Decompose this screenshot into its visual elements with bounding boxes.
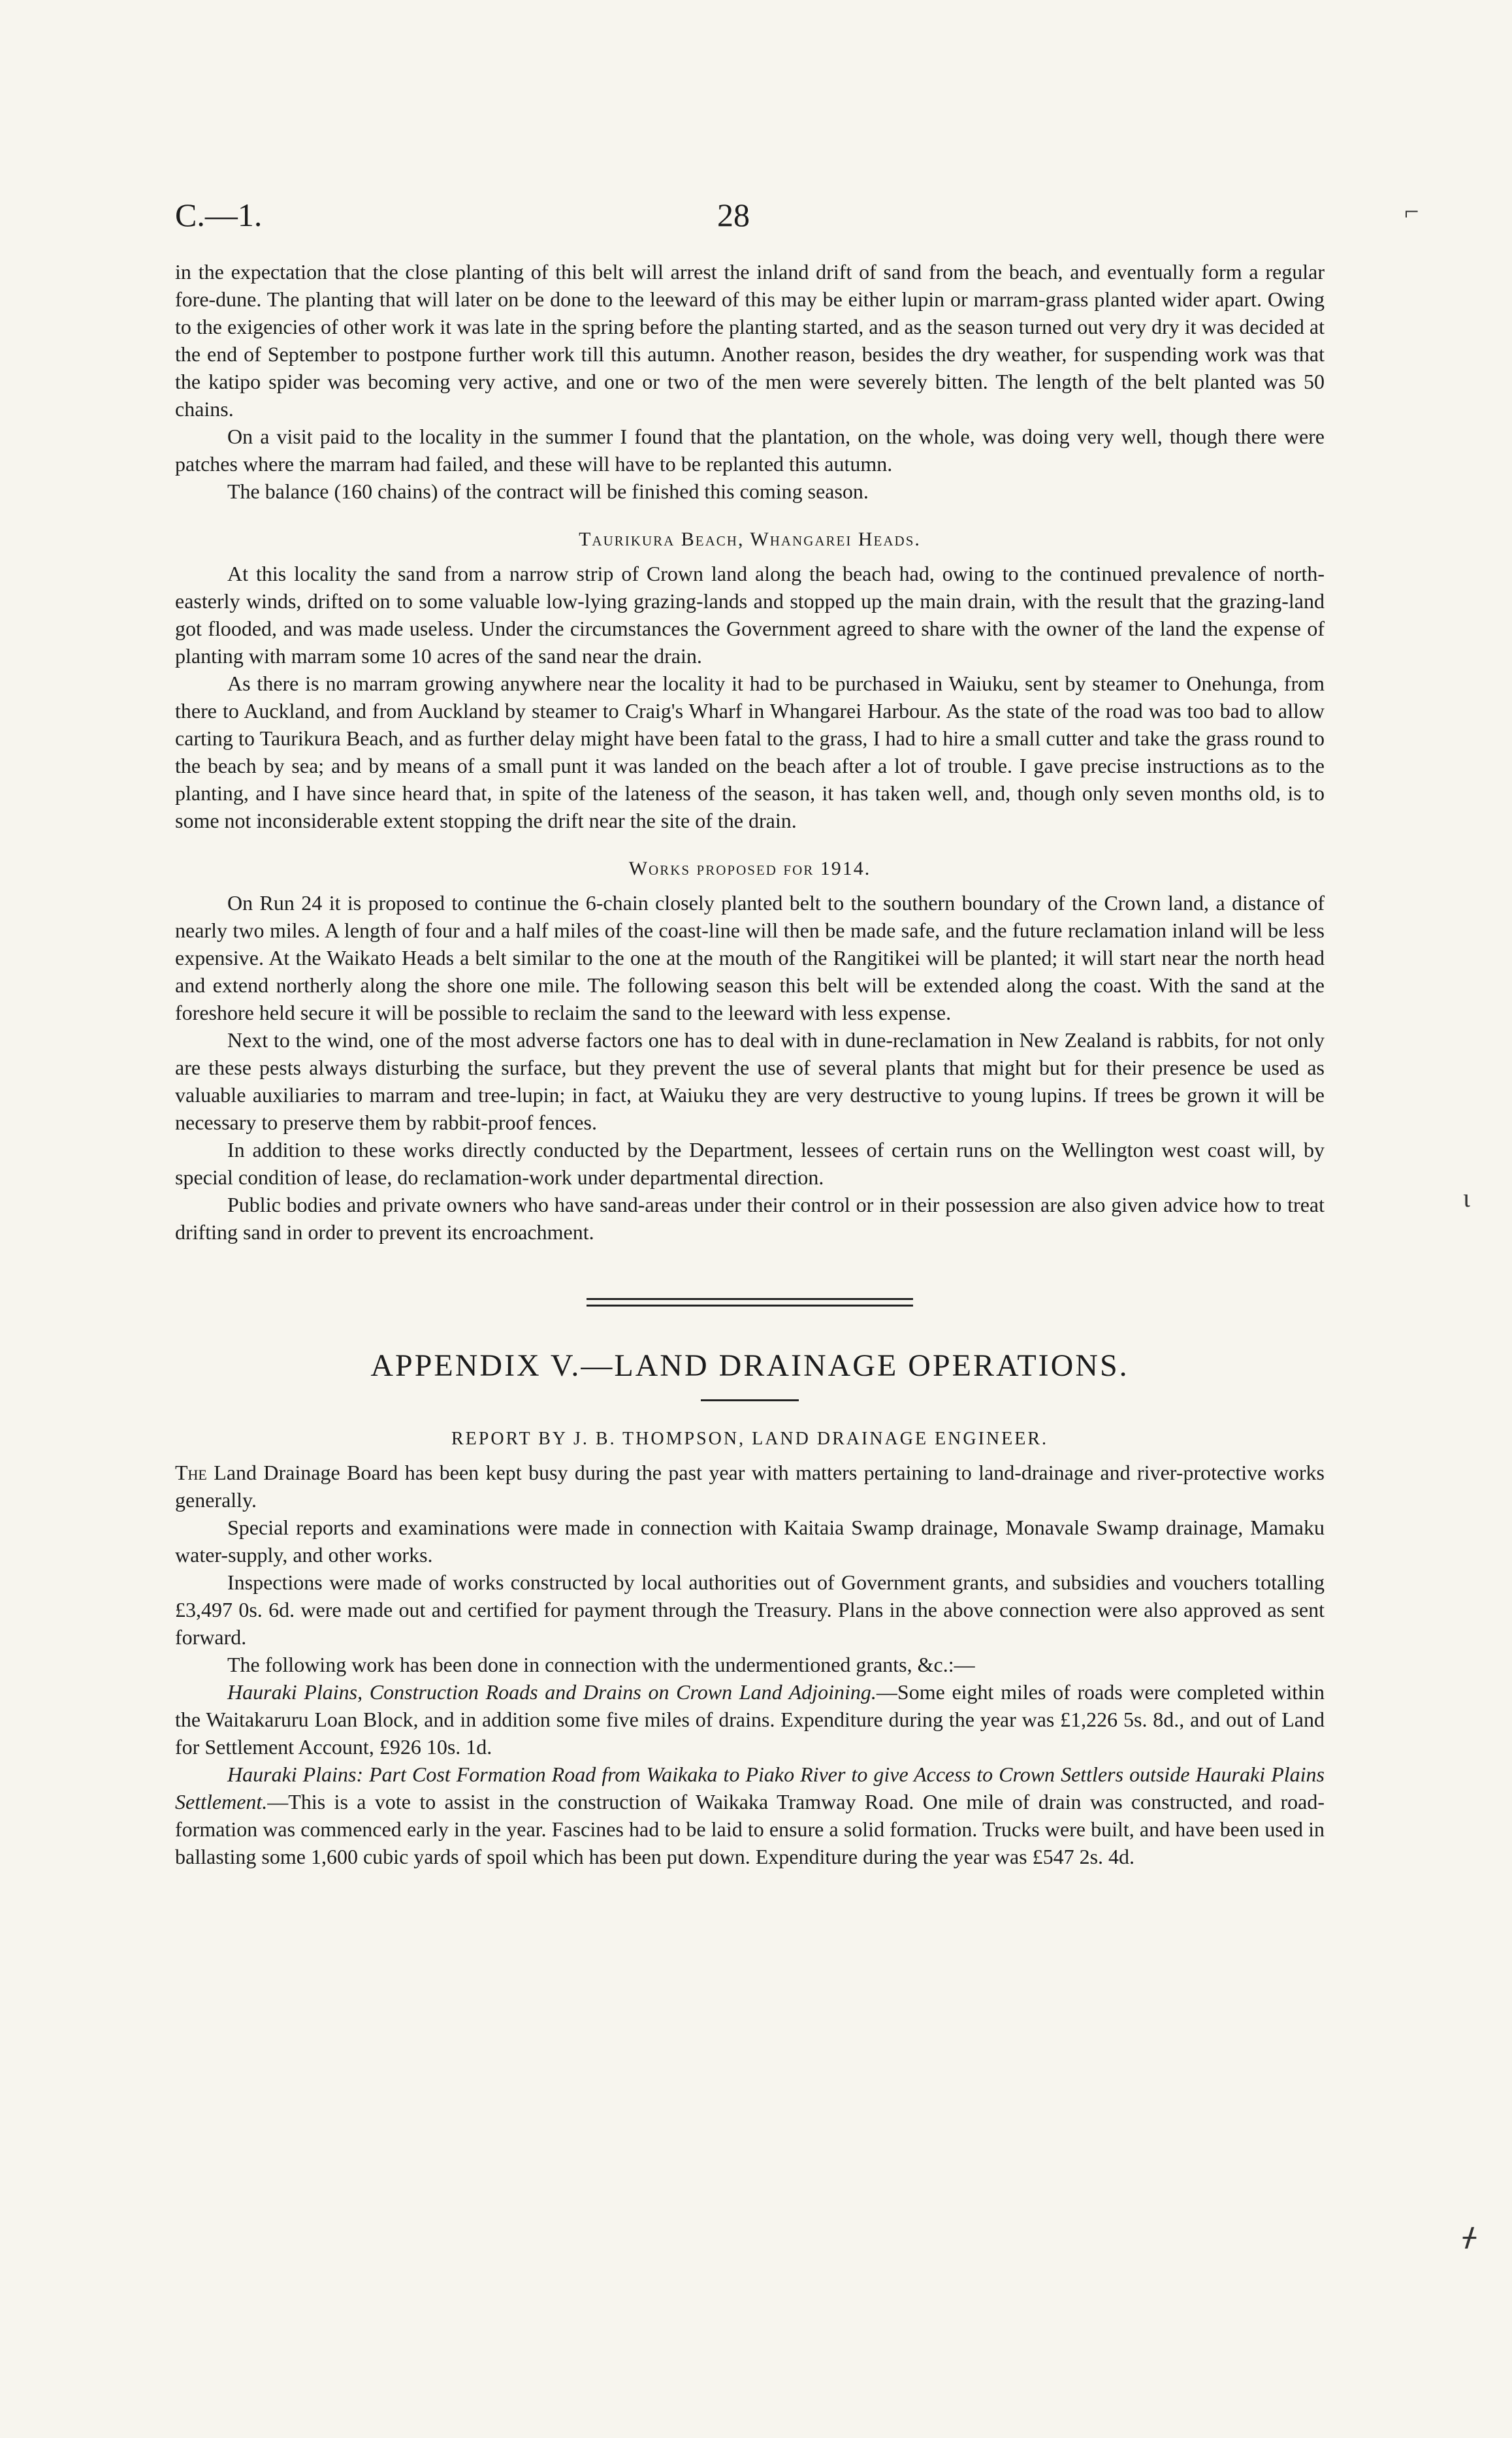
item-1-text: —Some eight miles of roads were completed within the Waitakaruru Loan Block, and in addition some five miles of drains. Expenditure during the year was £1,226 5s. 8d., and out of Land for Settlement Account, £926 10s. 1d. xyxy=(175,1680,1325,1759)
appendix-item-1 xyxy=(175,1678,1325,1761)
section-divider xyxy=(175,1246,1325,1310)
taurikura-paragraph-2: As there is no marram growing anywhere near the locality it had to be purchased in Waiuku, sent by steamer to Onehunga, from there to Auckland, and from Auckland by steamer to Craig's Wharf in Whangarei Harbour. As the state of the road was too bad to allow carting to Taurikura Beach, and as further delay might have been fatal to the grass, I had to hire a small cutter and take the grass round to the beach by sea; and by means of a small punt it was landed on the beach after a lot of trouble. I gave precise instructions as to the planting, and I have since heard that, in spite of the lateness of the season, it has taken well, and, though only seven months old, is to some not inconsiderable extent stopping the drift near the site of the drain. xyxy=(175,672,1325,832)
appendix-paragraph-4: The following work has been done in connection with the undermentioned grants, &c.:— xyxy=(227,1653,975,1676)
item-1-title: Hauraki Plains, Construction Roads and Drains on Crown Land Adjoining. xyxy=(227,1680,877,1704)
works-paragraph-3: In addition to these works directly conducted by the Department, lessees of certain runs on the Wellington west coast will, by special condition of lease, do reclamation-work under departmental direction. xyxy=(175,1138,1325,1189)
page-number: 28 xyxy=(717,197,750,233)
intro-paragraph-1: in the expectation that the close planting of this belt will arrest the inland drift of sand from the beach, and eventually form a regular fore-dune. The planting that will later on be done to the leeward of this may be either lupin or marram-grass planted wider apart. Owing to the exigencies of other work it was late in the spring before the planting started, and as the season turned out very dry it was decided at the end of September to postpone further work till this autumn. Another reason, besides the dry weather, for suspending work was that the katipo spider was becoming very active, and one or two of the men were severely bitten. The length of the belt planted was 50 chains. xyxy=(175,260,1325,421)
works-paragraph-2: Next to the wind, one of the most adverse factors one has to deal with in dune-reclamation in New Zealand is rabbits, for not only are these pests always disturbing the surface, but they prevent the use of several plants that might but for their presence be used as valuable auxiliaries to marram and tree-lupin; in fact, at Waiuku they are very destructive to young lupins. If trees be grown it will be necessary to preserve them by rabbit-proof fences. xyxy=(175,1028,1325,1134)
page-body xyxy=(175,258,1325,1870)
lead-word: The xyxy=(175,1461,207,1484)
appendix-paragraph-2: Special reports and examinations were made in connection with Kaitaia Swamp drainage, Monavale Swamp drainage, Mamaku water-supply, and other works. xyxy=(175,1516,1325,1567)
appendix-paragraph-1 xyxy=(175,1459,1325,1514)
section-heading-works-1914: Works proposed for 1914. xyxy=(628,858,871,879)
appendix-paragraph-3: Inspections were made of works constructed by local authorities out of Government grants, and subsidies and vouchers totalling £3,497 0s. 6d. were made out and certified for payment through the Treasury. Plans in the above connection were also approved as sent forward. xyxy=(175,1570,1325,1649)
appendix-paragraph-1-text: Land Drainage Board has been kept busy during the past year with matters pertaining to land-drainage and river-protective works generally. xyxy=(175,1461,1325,1512)
margin-mark-bottom: ᚋ xyxy=(1463,2222,1476,2251)
taurikura-paragraph-1: At this locality the sand from a narrow strip of Crown land along the beach had, owing to the continued prevalence of north-easterly winds, drifted on to some valuable low-lying grazing-lands and stopped up the main drain, with the result that the grazing-land got flooded, and was made useless. Under the circumstances the Government agreed to share with the owner of the land the expense of planting with marram some 10 acres of the sand near the drain. xyxy=(175,562,1325,668)
item-2-title: Hauraki Plains: Part Cost Formation Road from Waikaka to Piako River to give Access to Crown Settlers outside Hauraki Plains Settlement. xyxy=(175,1763,1325,1813)
appendix-item-2 xyxy=(175,1761,1325,1870)
section-heading-taurikura: Taurikura Beach, Whangarei Heads. xyxy=(579,528,921,550)
intro-paragraph-3: The balance (160 chains) of the contract will be finished this coming season. xyxy=(227,479,869,503)
margin-mark-top: ⌐ xyxy=(1404,197,1419,226)
item-2-text: —This is a vote to assist in the construction of Waikaka Tramway Road. One mile of drain was constructed, and road-formation was commenced early in the year. Fascines had to be laid to ensure a solid formation. Trucks were built, and have been used in ballasting some 1,600 cubic yards of spoil which has been put down. Expenditure during the year was £547 2s. 4d. xyxy=(175,1790,1325,1868)
title-underline xyxy=(701,1399,799,1401)
page-header xyxy=(175,196,1325,242)
appendix-title: APPENDIX V.—LAND DRAINAGE OPERATIONS. xyxy=(370,1348,1129,1383)
works-paragraph-1: On Run 24 it is proposed to continue the 6-chain closely planted belt to the southern boundary of the Crown land, a distance of nearly two miles. A length of four and a half miles of the coast-line will then be made safe, and the future reclamation inland will be less expensive. At the Waikato Heads a belt similar to the one at the mouth of the Rangitikei will be planted; it will start near the north head and extend northerly along the shore one mile. The following season this belt will be extended along the coast. With the sand at the foreshore held secure it will be possible to reclaim the sand to the leeward with less expense. xyxy=(175,891,1325,1024)
document-code: C.—1. xyxy=(175,197,263,233)
report-byline: REPORT BY J. B. THOMPSON, LAND DRAINAGE ENGINEER. xyxy=(451,1429,1049,1449)
intro-paragraph-2: On a visit paid to the locality in the summer I found that the plantation, on the whole, was doing very well, though there were patches where the marram had failed, and these will have to be replanted this autumn. xyxy=(175,425,1325,476)
works-paragraph-4: Public bodies and private owners who have sand-areas under their control or in their possession are also given advice how to treat drifting sand in order to prevent its encroachment. xyxy=(175,1193,1325,1244)
margin-mark-mid: ɩ xyxy=(1463,1183,1470,1212)
